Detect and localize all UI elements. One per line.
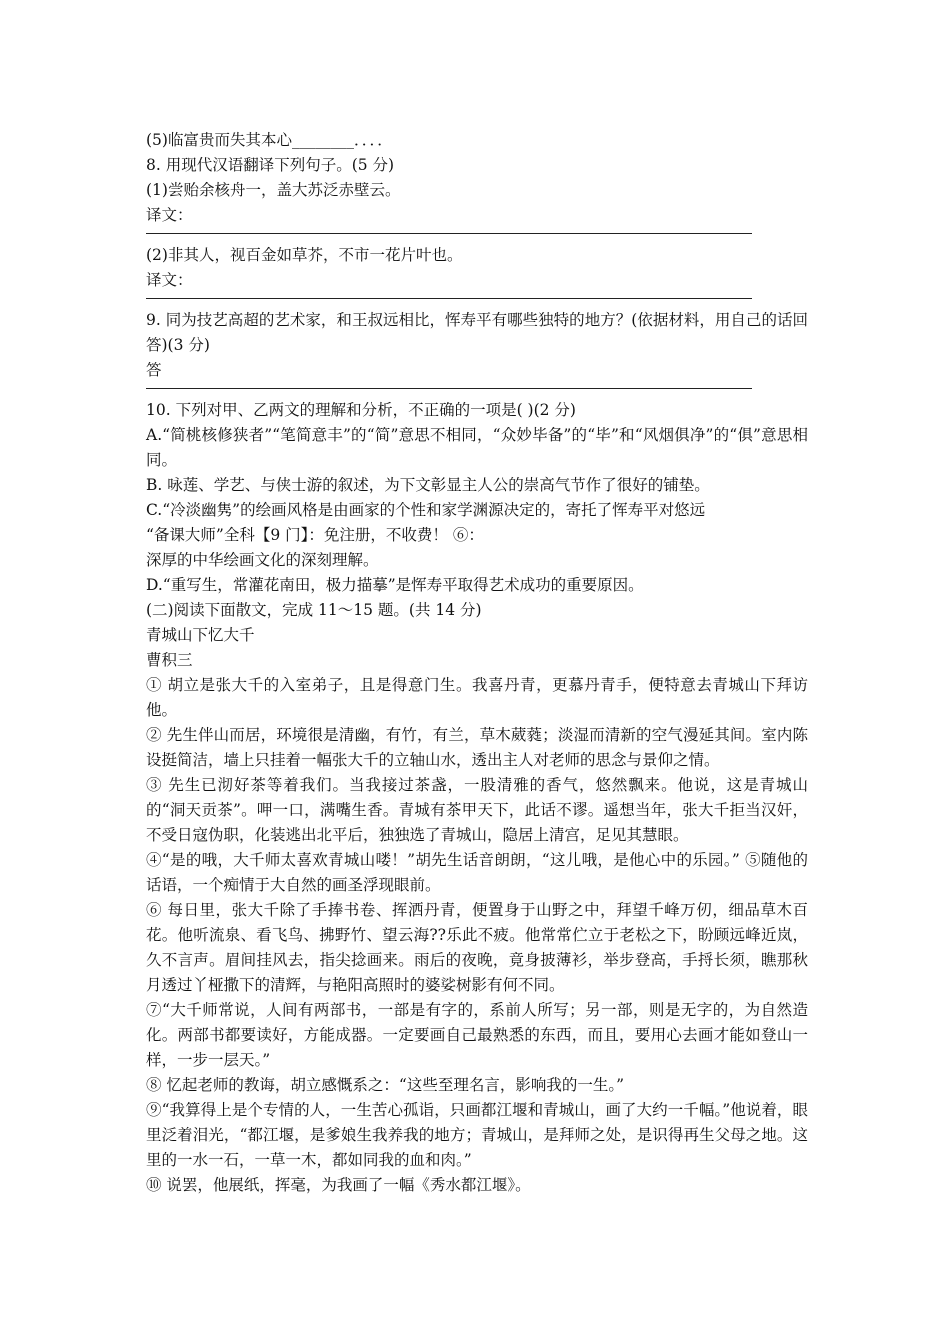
translation-label-2: 译文： — [146, 271, 193, 289]
question-8-sentence-1: (1)尝贻余核舟一，盖大苏泛赤壁云。 — [146, 181, 401, 199]
answer-line-3 — [146, 388, 752, 389]
option-a: A.“简桃核修狭者”“笔简意丰”的“简”意思不相同，“众妙毕备”的“毕”和“风烟俱净”的“俱”意思相同。 — [146, 426, 808, 469]
question-10-heading: 10. 下列对甲、乙两文的理解和分析，不正确的一项是( )(2 分) — [146, 401, 576, 419]
answer-label: 答 — [146, 361, 162, 379]
question-8-sentence-2: (2)非其人，视百金如草芥，不市一花片叶也。 — [146, 246, 463, 264]
question-9: 9. 同为技艺高超的艺术家，和王叔远相比，恽寿平有哪些独特的地方？(依据材料，用自己的话回答)(3 分) — [146, 311, 808, 354]
essay-paragraph-9: ⑨“我算得上是个专情的人，一生苦心孤诣，只画都江堰和青城山，画了大约一千幅。”他说着，眼里泛着泪光，“都江堰，是爹娘生我养我的地方；青城山，是拜师之处，是识得再生父母之地。这里的一水一石，一草一木，都如同我的血和肉。” — [146, 1101, 808, 1169]
answer-line-2 — [146, 298, 752, 299]
essay-paragraph-4: ④“是的哦，大千师太喜欢青城山喽！”胡先生话音朗朗，“这儿哦，是他心中的乐园。” ⑤随他的话语，一个痴情于大自然的画圣浮现眼前。 — [146, 851, 808, 894]
essay-paragraph-6: ⑥ 每日里，张大千除了手捧书卷、挥洒丹青，便置身于山野之中，拜望千峰万仞，细品草木百花。他听流泉、看飞鸟、拂野竹、望云海??乐此不疲。他常常伫立于老松之下，盼顾远峰近岚，久不言声。眉间挂风去，指尖捻画来。雨后的夜晚，竟身披薄衫，举步登高，手捋长须，瞧那秋月透过丫桠撒下的清辉，与艳阳高照时的婆娑树影有何不同。 — [146, 901, 808, 994]
section-2-heading: (二)阅读下面散文，完成 11～15 题。(共 14 分) — [146, 601, 482, 619]
option-c: C.“冷淡幽隽”的绘画风格是由画家的个性和家学渊源决定的，寄托了恽寿平对悠远 — [146, 501, 706, 519]
watermark-text: “备课大师”全科【9 门】：免注册，不收费！ ⑥： — [146, 526, 484, 544]
option-d: D.“重写生，常灌花南田，极力描摹”是恽寿平取得艺术成功的重要原因。 — [146, 576, 644, 594]
essay-paragraph-3: ③ 先生已沏好茶等着我们。当我接过茶盏，一股清雅的香气，悠然飘来。他说，这是青城山的“洞天贡茶”。呷一口，满嘴生香。青城有茶甲天下，此话不谬。遥想当年，张大千拒当汉奸，不受日寇伪职，化装逃出北平后，独独选了青城山，隐居上清宫，足见其慧眼。 — [146, 776, 808, 844]
option-b: B. 咏莲、学艺、与侠士游的叙述，为下文彰显主人公的崇高气节作了很好的铺垫。 — [146, 476, 710, 494]
answer-line-1 — [146, 233, 752, 234]
essay-author: 曹积三 — [146, 651, 193, 669]
question-7-item-5: (5)临富贵而失其本心________．．．． — [146, 131, 393, 149]
question-8-heading: 8. 用现代汉语翻译下列句子。(5 分) — [146, 156, 395, 174]
essay-paragraph-2: ② 先生伴山而居，环境很是清幽，有竹，有兰，草木葳蕤；淡湿而清新的空气漫延其间。室内陈设挺简洁，墙上只挂着一幅张大千的立轴山水，透出主人对老师的思念与景仰之情。 — [146, 726, 808, 769]
essay-paragraph-7: ⑦“大千师常说，人间有两部书，一部是有字的，系前人所写；另一部，则是无字的，为自然造化。两部书都要读好，方能成器。一定要画自己最熟悉的东西，而且，要用心去画才能如登山一样，一步一层天。” — [146, 1001, 808, 1069]
document-page — [146, 128, 808, 1198]
translation-label-1: 译文： — [146, 206, 193, 224]
essay-paragraph-10: ⑩ 说罢，他展纸，挥毫，为我画了一幅《秀水都江堰》。 — [146, 1176, 531, 1194]
essay-paragraph-1: ① 胡立是张大千的入室弟子，且是得意门生。我喜丹青，更慕丹青手，便特意去青城山下拜访他。 — [146, 676, 808, 719]
essay-paragraph-8: ⑧ 忆起老师的教诲，胡立感慨系之：“这些至理名言，影响我的一生。” — [146, 1076, 625, 1094]
essay-title: 青城山下忆大千 — [146, 626, 255, 644]
option-c-continued: 深厚的中华绘画文化的深刻理解。 — [146, 551, 379, 569]
